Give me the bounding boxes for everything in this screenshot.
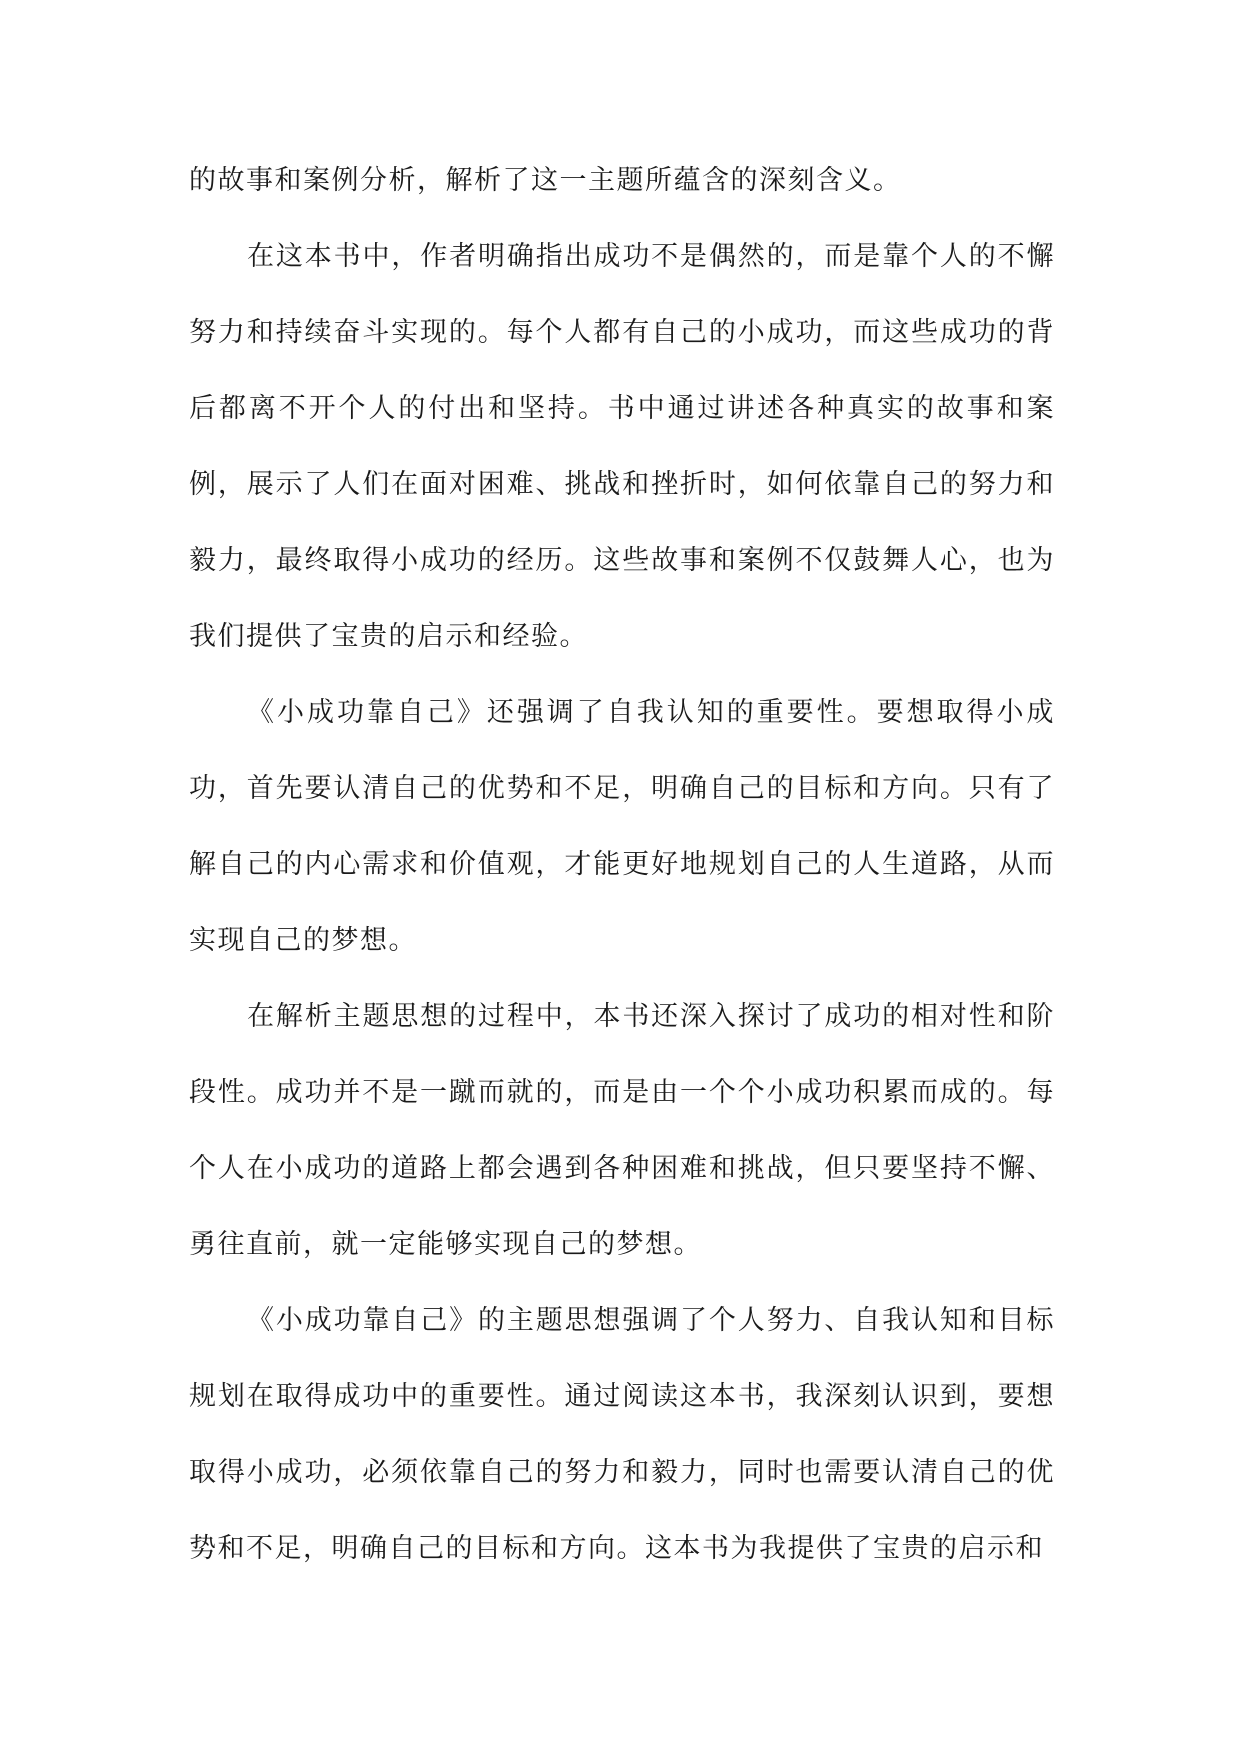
paragraph-continuation: 的故事和案例分析，解析了这一主题所蕴含的深刻含义。 — [189, 165, 902, 196]
paragraph-author-view: 在这本书中，作者明确指出成功不是偶然的，而是靠个人的不懈努力和持续奋斗实现的。每个人都有自己的小成功，而这些成功的背后都离不开个人的付出和坚持。书中通过讲述各种真实的故事和案例，展示了人们在面对困难、挑战和挫折时，如何依靠自己的努力和毅力，最终取得小成功的经历。这些故事和案例不仅鼓舞人心，也为我们提供了宝贵的启示和经验。 — [189, 241, 1055, 652]
paragraph-relativity: 在解析主题思想的过程中，本书还深入探讨了成功的相对性和阶段性。成功并不是一蹴而就的，而是由一个个小成功积累而成的。每个人在小成功的道路上都会遇到各种困难和挑战，但只要坚持不懈、勇往直前，就一定能够实现自己的梦想。 — [189, 1001, 1055, 1260]
paragraph-summary: 《小成功靠自己》的主题思想强调了个人努力、自我认知和目标规划在取得成功中的重要性。通过阅读这本书，我深刻认识到，要想取得小成功，必须依靠自己的努力和毅力，同时也需要认清自己的优势和不足，明确自己的目标和方向。这本书为我提供了宝贵的启示和 — [189, 1305, 1055, 1564]
body-text — [189, 143, 1055, 1587]
paragraph-self-awareness: 《小成功靠自己》还强调了自我认知的重要性。要想取得小成功，首先要认清自己的优势和不足，明确自己的目标和方向。只有了解自己的内心需求和价值观，才能更好地规划自己的人生道路，从而实现自己的梦想。 — [189, 697, 1055, 956]
